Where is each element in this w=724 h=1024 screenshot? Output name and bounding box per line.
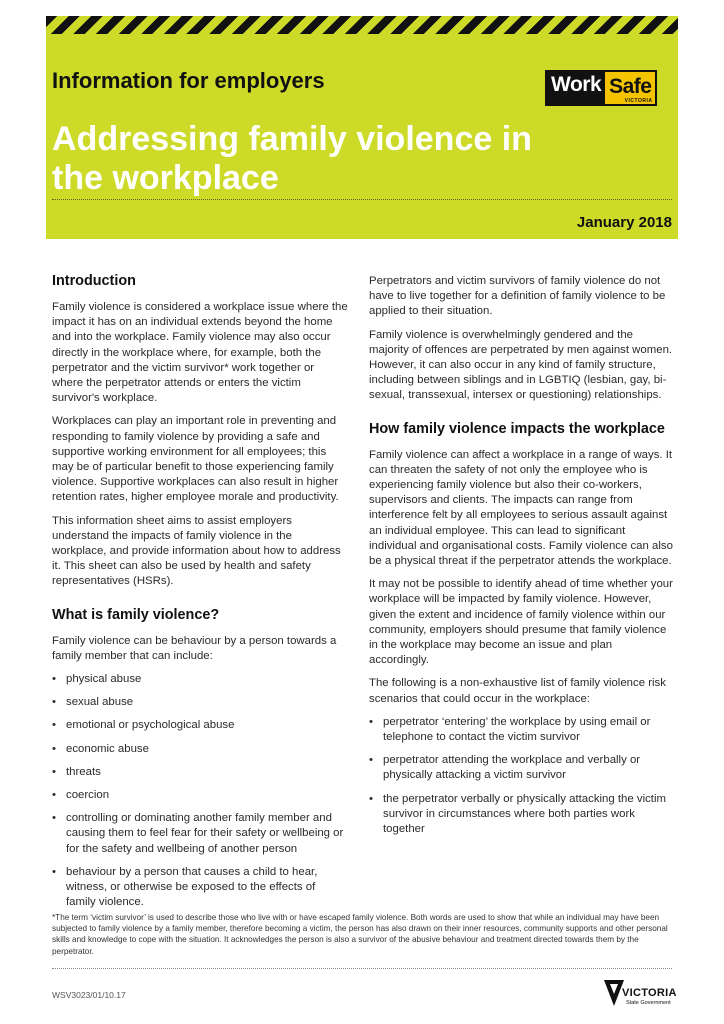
victoria-government-logo bbox=[604, 978, 678, 1016]
list-item: • emotional or psychological abuse bbox=[52, 718, 348, 733]
logo-state-text: VICTORIA bbox=[624, 98, 653, 104]
left-column bbox=[52, 272, 348, 919]
risk-list bbox=[369, 715, 674, 837]
footer-divider bbox=[52, 968, 672, 969]
list-item: • controlling or dominating another family member and causing them to feel fear for their safety or wellbeing or for the safety and wellbeing of another person bbox=[52, 811, 348, 857]
victoria-triangle-icon bbox=[604, 978, 624, 1008]
intro-paragraph-3: This information sheet aims to assist employers understand the impacts of family violence in the workplace, and provide information about how to address it. This sheet can also be used by health and safety representatives (HSRs). bbox=[52, 514, 341, 588]
victoria-subtext: State Government bbox=[626, 1000, 671, 1006]
publication-date: January 2018 bbox=[576, 214, 672, 231]
list-item: • physical abuse bbox=[52, 672, 348, 687]
list-item: • sexual abuse bbox=[52, 695, 348, 710]
list-item: • economic abuse bbox=[52, 742, 348, 757]
list-item: • behaviour by a person that causes a child to hear, witness, or otherwise be exposed to the effects of family violence. bbox=[52, 865, 348, 911]
impact-heading: How family violence impacts the workplace bbox=[369, 420, 665, 437]
hazard-stripe bbox=[46, 16, 678, 34]
kicker-heading: Information for employers bbox=[52, 68, 325, 93]
list-item: • threats bbox=[52, 765, 348, 780]
what-heading: What is family violence? bbox=[52, 606, 220, 623]
list-item: • the perpetrator verbally or physically attacking the victim survivor in circumstances where both parties work together bbox=[369, 792, 674, 838]
right-paragraph-5: The following is a non-exhaustive list of family violence risk scenarios that could occur in the workplace: bbox=[369, 677, 666, 705]
logo-work-text: Work bbox=[545, 70, 605, 106]
what-paragraph: Family violence can be behaviour by a person towards a family member that can include: bbox=[52, 634, 337, 662]
list-item: • perpetrator attending the workplace and verbally or physically attacking a victim survivor bbox=[369, 753, 674, 783]
worksafe-logo bbox=[545, 70, 672, 106]
right-paragraph-2: Family violence is overwhelmingly gendered and the majority of offences are perpetrated by men against women. However, it can also occur in any kind of family structure, including between siblings and in LGBTIQ (lesbian, gay, bi-sexual, transsexual, intersex or questioning) relationships. bbox=[369, 328, 673, 402]
intro-paragraph-1: Family violence is considered a workplace issue where the impact it has on an individual extends beyond the home and into the workplace. Family violence may also occur directly in the workplace where, for example, both the perpetrator and the victim survivor* work together or where the perpetrator attends or enters the victim survivor's workplace. bbox=[52, 301, 348, 405]
right-column bbox=[369, 274, 674, 845]
document-code: WSV3023/01/10.17 bbox=[52, 990, 126, 1000]
list-item: • perpetrator ‘entering’ the workplace by using email or telephone to contact the victim survivor bbox=[369, 715, 674, 745]
footnote: *The term ‘victim survivor’ is used to describe those who live with or have escaped family violence. Both words are used to show that while an individual may have been subjected to family violence by a family member, therefore becoming a victim, the person has also drawn on their inner resources, community supports and other personal skills and knowledge to cope with the situation. It acknowledges the person is also a survivor of the abusive behaviour and treatment directed towards them by the perpetrator. bbox=[52, 913, 668, 956]
list-item: • coercion bbox=[52, 788, 348, 803]
abuse-list bbox=[52, 672, 348, 910]
right-paragraph-3: Family violence can affect a workplace in a range of ways. It can threaten the safety of not only the employee who is experiencing family violence but also their co-workers, supervisors and clients. The impacts can range from interference felt by all employees to serious assault against an individual employee. This can lead to significant individual and organisational costs. Family violence can also be a physical threat if the perpetrator attends the workplace. bbox=[369, 448, 673, 568]
right-paragraph-4: It may not be possible to identify ahead of time whether your workplace will be impacted by family violence. However, given the extent and incidence of family violence within our community, employers should presume that family violence in the workplace may become an issue and plan accordingly. bbox=[369, 578, 673, 667]
banner-divider bbox=[52, 199, 672, 200]
logo-safe-word: Safe bbox=[609, 75, 652, 98]
page-title: Addressing family violence in the workplace bbox=[52, 120, 532, 197]
victoria-wordmark: VICTORIA bbox=[622, 987, 677, 999]
logo-safe-text bbox=[605, 70, 657, 106]
intro-paragraph-2: Workplaces can play an important role in preventing and responding to family violence by providing a safe and supportive working environment for all employees; this may be of particular benefit to those experiencing family violence. Supportive workplaces can also result in higher retention rates, higher employee morale and productivity. bbox=[52, 415, 339, 504]
intro-heading: Introduction bbox=[52, 273, 136, 289]
right-paragraph-1: Perpetrators and victim survivors of family violence do not have to live together for a definition of family violence to be applied to their situation. bbox=[369, 275, 666, 318]
